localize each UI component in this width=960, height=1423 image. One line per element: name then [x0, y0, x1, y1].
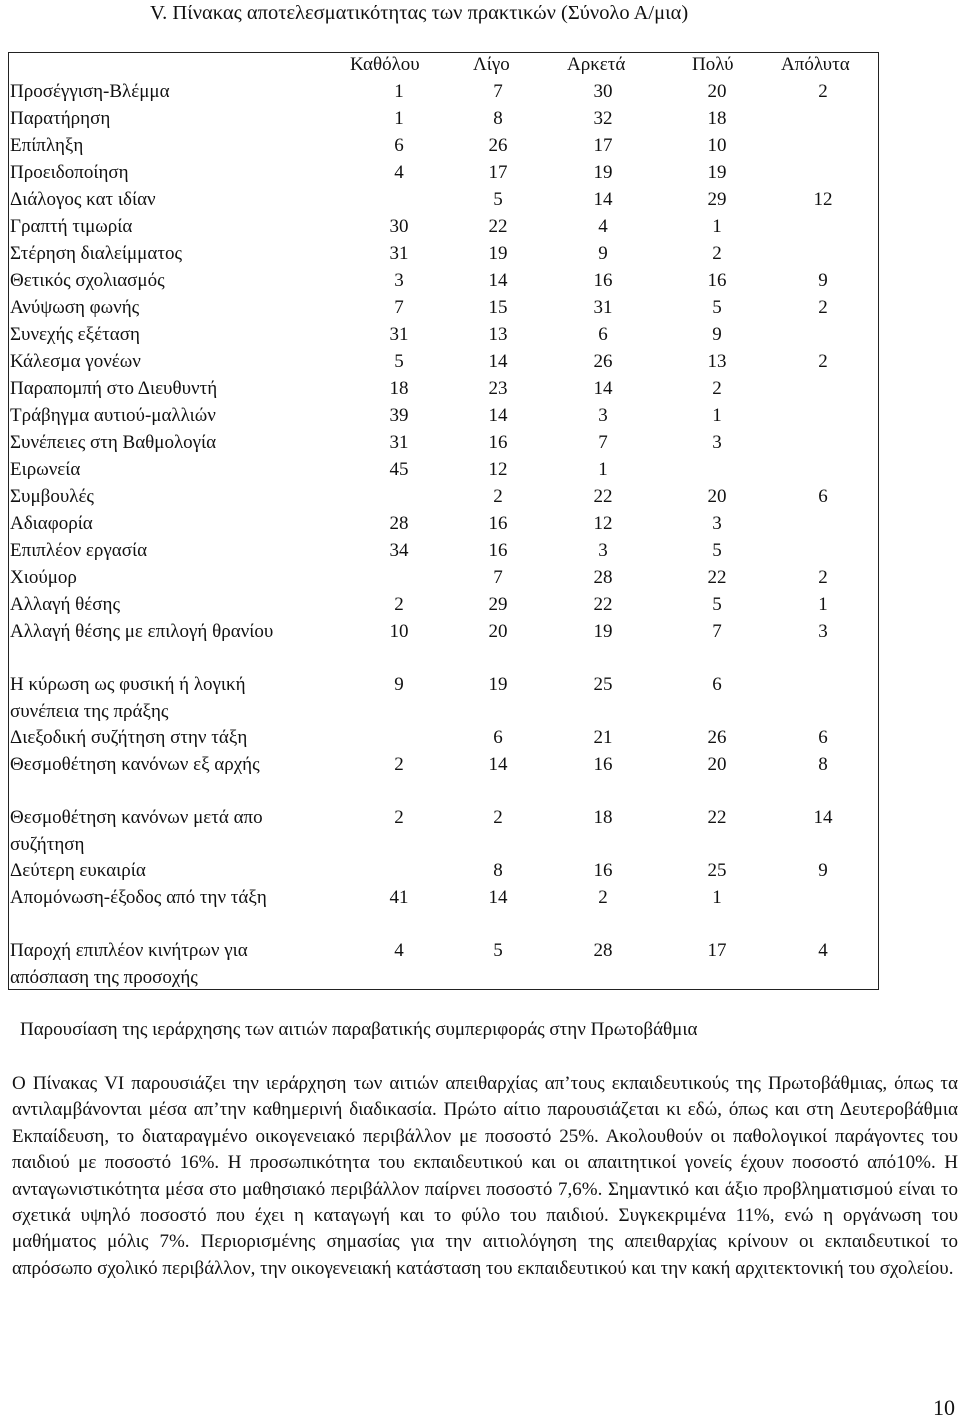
table-cell: 22: [488, 216, 508, 237]
table-cell: 1: [818, 594, 828, 615]
table-cell: 8: [493, 108, 503, 129]
row-label: Τράβηγμα αυτιού-μαλλιών: [10, 405, 216, 426]
table-cell: 30: [593, 81, 613, 102]
table-cell: 14: [488, 351, 508, 372]
table-cell: 6: [394, 135, 404, 156]
table-cell: 22: [707, 807, 727, 828]
table-cell: 20: [707, 486, 727, 507]
table-cell: 15: [488, 297, 508, 318]
table-cell: 20: [488, 621, 508, 642]
table-cell: 5: [712, 594, 722, 615]
table-cell: 18: [389, 378, 409, 399]
table-cell: 7: [598, 432, 608, 453]
table-cell: 7: [493, 567, 503, 588]
table-cell: 12: [488, 459, 508, 480]
table-cell: 2: [712, 378, 722, 399]
table-cell: 14: [593, 378, 613, 399]
table-cell: 2: [394, 594, 404, 615]
table-cell: 28: [593, 567, 613, 588]
row-label: Δεύτερη ευκαιρία: [10, 860, 146, 881]
table-cell: 5: [493, 189, 503, 210]
table-cell: 14: [488, 887, 508, 908]
row-label: Η κύρωση ως φυσική ή λογική συνέπεια της πράξης: [10, 674, 246, 722]
row-label: Γραπτή τιμωρία: [10, 216, 133, 237]
table-cell: 13: [707, 351, 727, 372]
table-cell: 22: [593, 486, 613, 507]
table-cell: 29: [488, 594, 508, 615]
row-label: Συνέπειες στη Βαθμολογία: [10, 432, 217, 453]
row-label: Θετικός σχολιασμός: [10, 270, 165, 291]
column-header-ligo: Λίγο: [473, 54, 510, 75]
table-cell: 26: [488, 135, 508, 156]
table-cell: 2: [394, 807, 404, 828]
table-cell: 26: [593, 351, 613, 372]
table-cell: 16: [488, 513, 508, 534]
table-cell: 3: [394, 270, 404, 291]
table-cell: 6: [818, 486, 828, 507]
table-cell: 9: [818, 860, 828, 881]
table-cell: 41: [389, 887, 409, 908]
table-cell: 10: [389, 621, 409, 642]
table-cell: 9: [598, 243, 608, 264]
table-cell: 1: [598, 459, 608, 480]
table-cell: 19: [707, 162, 727, 183]
table-cell: 3: [598, 405, 608, 426]
table-cell: 6: [712, 674, 722, 695]
table-cell: 19: [488, 243, 508, 264]
table-cell: 1: [394, 81, 404, 102]
row-label: Στέρηση διαλείμματος: [10, 243, 182, 264]
table-cell: 5: [712, 540, 722, 561]
row-label: Διάλογος κατ ιδίαν: [10, 189, 156, 210]
row-label: Απομόνωση-έξοδος από την τάξη: [10, 887, 267, 908]
table-cell: 18: [707, 108, 727, 129]
row-label: Αδιαφορία: [10, 513, 93, 534]
table-cell: 9: [394, 674, 404, 695]
table-cell: 2: [818, 297, 828, 318]
row-label: Θεσμοθέτηση κανόνων εξ αρχής: [10, 754, 260, 775]
table-cell: 28: [389, 513, 409, 534]
table-cell: 31: [389, 324, 409, 345]
table-cell: 8: [493, 860, 503, 881]
table-cell: 9: [712, 324, 722, 345]
table-cell: 31: [389, 243, 409, 264]
table-cell: 14: [488, 754, 508, 775]
row-label: Διεξοδική συζήτηση στην τάξη: [10, 727, 248, 748]
table-cell: 14: [813, 807, 833, 828]
row-label: Ανύψωση φωνής: [10, 297, 140, 318]
table-cell: 6: [493, 727, 503, 748]
table-cell: 32: [593, 108, 613, 129]
table-cell: 19: [593, 621, 613, 642]
table-cell: 1: [394, 108, 404, 129]
table-cell: 12: [813, 189, 833, 210]
table-cell: 2: [818, 351, 828, 372]
table-cell: 6: [818, 727, 828, 748]
column-header-katholou: Καθόλου: [350, 54, 420, 75]
table-cell: 8: [818, 754, 828, 775]
column-header-poly: Πολύ: [692, 54, 734, 75]
table-cell: 16: [488, 540, 508, 561]
table-cell: 4: [598, 216, 608, 237]
table-cell: 26: [707, 727, 727, 748]
table-cell: 2: [598, 887, 608, 908]
table-cell: 16: [593, 754, 613, 775]
table-cell: 2: [712, 243, 722, 264]
table-cell: 4: [394, 162, 404, 183]
column-header-apolyta: Απόλυτα: [781, 54, 850, 75]
table-cell: 21: [593, 727, 613, 748]
table-cell: 17: [707, 940, 727, 961]
table-cell: 7: [394, 297, 404, 318]
table-cell: 19: [593, 162, 613, 183]
table-cell: 4: [394, 940, 404, 961]
row-label: Θεσμοθέτηση κανόνων μετά απο συζήτηση: [10, 807, 263, 855]
row-label: Επίπληξη: [10, 135, 84, 156]
table-cell: 20: [707, 81, 727, 102]
table-cell: 20: [707, 754, 727, 775]
row-label: Αλλαγή θέσης με επιλογή θρανίου: [10, 621, 274, 642]
page-number: 10: [933, 1395, 955, 1420]
row-label: Παρατήρηση: [10, 108, 111, 129]
table-cell: 1: [712, 887, 722, 908]
table-cell: 6: [598, 324, 608, 345]
table-cell: 30: [389, 216, 409, 237]
table-cell: 25: [593, 674, 613, 695]
table-cell: 28: [593, 940, 613, 961]
table-caption: Παρουσίαση της ιεράρχησης των αιτιών παραβατικής συμπεριφοράς στην Πρωτοβάθμια: [20, 1019, 698, 1040]
table-cell: 39: [389, 405, 409, 426]
row-label: Παροχή επιπλέον κινήτρων για απόσπαση της προσοχής: [10, 940, 248, 988]
table-cell: 9: [818, 270, 828, 291]
table-cell: 4: [818, 940, 828, 961]
table-cell: 18: [593, 807, 613, 828]
table-cell: 1: [712, 405, 722, 426]
table-cell: 29: [707, 189, 727, 210]
row-label: Αλλαγή θέσης: [10, 594, 120, 615]
table-cell: 22: [707, 567, 727, 588]
table-cell: 3: [712, 513, 722, 534]
body-paragraph: Ο Πίνακας VI παρουσιάζει την ιεράρχηση των αιτιών απειθαρχίας απ’τους εκπαιδευτικούς της Πρωτοβάθμιας, όπως τα αντιλαμβάνονται μέσα απ’την καθημερινή διαδικασία. Πρώτο αίτιο παρουσιάζεται κι εδώ, όπως και στη Δευτεροβάθμια Εκπαίδευση, το διαταραγμένο οικογενειακό περιβάλλον με ποσοστό 25%. Ακολουθούν οι παθολογικοί παράγοντες του παιδιού με ποσοστό 16%. Η προσωπικότητα του εκπαιδευτικού και οι απαιτητικοί γονείς έχουν ποσοστό από10%. Η ανταγωνιστικότητα μέσα στο μαθησιακό περιβάλλον παίρνει ποσοστό 7,6%. Σημαντικό και άξιο προβληματισμού είναι το σχετικά υψηλό ποσοστό που έχει η καταγωγή και το φύλο του παιδιού. Συγκεκριμένα 11%, ενώ η οργάνωση του μαθήματος μόλις 7%. Περιορισμένης σημασίας για την αιτιολόγηση της απειθαρχίας κρίνουν οι εκπαιδευτικοί το απρόσωπο σχολικό περιβάλλον, την οικογενειακή κατάσταση του εκπαιδευτικού και την κακή αρχιτεκτονική του σχολείου.: [12, 1073, 958, 1279]
table-cell: 2: [818, 81, 828, 102]
table-cell: 16: [488, 432, 508, 453]
table-cell: 25: [707, 860, 727, 881]
table-cell: 13: [488, 324, 508, 345]
table-cell: 16: [707, 270, 727, 291]
table-cell: 23: [488, 378, 508, 399]
table-cell: 2: [818, 567, 828, 588]
table-cell: 14: [593, 189, 613, 210]
row-label: Επιπλέον εργασία: [10, 540, 148, 561]
row-label: Παραπομπή στο Διευθυντή: [10, 378, 218, 399]
table-cell: 5: [394, 351, 404, 372]
table-cell: 7: [493, 81, 503, 102]
row-label: Προσέγγιση-Βλέμμα: [10, 81, 170, 102]
table-cell: 17: [488, 162, 508, 183]
table-cell: 2: [394, 754, 404, 775]
table-cell: 12: [593, 513, 613, 534]
row-label: Κάλεσμα γονέων: [10, 351, 141, 372]
table-cell: 3: [712, 432, 722, 453]
table-cell: 16: [593, 270, 613, 291]
table-cell: 3: [818, 621, 828, 642]
table-cell: 17: [593, 135, 613, 156]
table-cell: 5: [493, 940, 503, 961]
page-title: V. Πίνακας αποτελεσματικότητας των πρακτικών (Σύνολο Α/μια): [150, 2, 689, 24]
row-label: Χιούμορ: [10, 567, 77, 588]
table-cell: 2: [493, 486, 503, 507]
column-header-arketa: Αρκετά: [567, 54, 626, 75]
row-label: Προειδοποίηση: [10, 162, 129, 183]
table-cell: 14: [488, 270, 508, 291]
table-cell: 22: [593, 594, 613, 615]
table-cell: 14: [488, 405, 508, 426]
row-label: Συμβουλές: [10, 486, 94, 507]
table-cell: 31: [593, 297, 613, 318]
table-cell: 31: [389, 432, 409, 453]
table-cell: 3: [598, 540, 608, 561]
table-cell: 45: [389, 459, 409, 480]
table-cell: 7: [712, 621, 722, 642]
table-cell: 1: [712, 216, 722, 237]
row-label: Ειρωνεία: [10, 459, 81, 480]
table-cell: 34: [389, 540, 409, 561]
table-cell: 10: [707, 135, 727, 156]
row-label: Συνεχής εξέταση: [10, 324, 140, 345]
table-cell: 16: [593, 860, 613, 881]
table-cell: 2: [493, 807, 503, 828]
table-cell: 19: [488, 674, 508, 695]
table-cell: 5: [712, 297, 722, 318]
